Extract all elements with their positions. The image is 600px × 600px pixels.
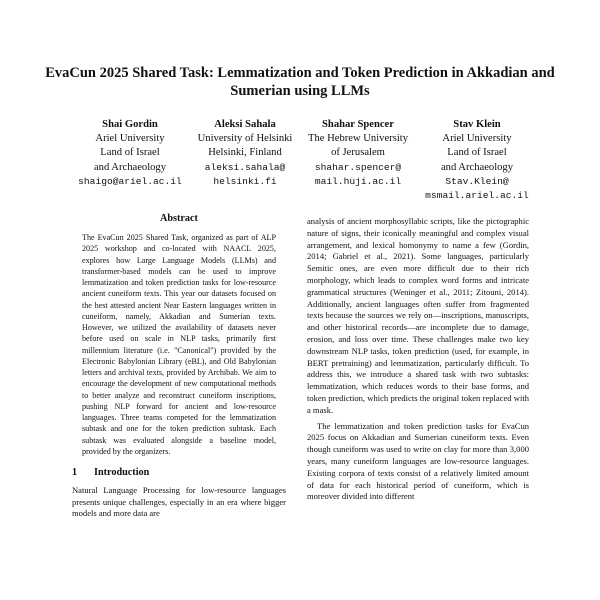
author-name: Shahar Spencer [322, 119, 394, 130]
author-affiliation: Land of Israel [447, 147, 507, 159]
body-paragraph: analysis of ancient morphosyllabic scripts, like the pictographic nature of signs, their iconically meaningful and complex visual arrangement, and lexical homonymy to name a few (Gordin, 2014; Gabriel et al., 2021). Some languages, particularly Semitic ones, are even more difficult due to their rich morphology, which leads to complex word forms and intricate grammatical structures (Weninger et al., 2011; Zitouni, 2014). Additionally, ancient languages often suffer from fragmented texts because the sources we rely on—inscriptions, manuscripts, and other historical records—are incomplete due to damage, erosion, and loss over time. These challenges make two key downstream NLP tasks, token prediction (used, for example, in BERT pretraining) and lemmatization, particularly difficult. To address this, we introduce a shared task with two subtasks: lemmatization, which reduces words to their base forms, and token prediction, which predicts the original token replaced with a mask. [307, 216, 529, 415]
author-name: Aleksi Sahala [214, 119, 276, 130]
left-column [72, 212, 286, 600]
author-affiliation: The Hebrew University [307, 133, 409, 145]
author-affiliation: Ariel University [95, 133, 165, 145]
section-heading-introduction [72, 467, 286, 479]
right-column [307, 216, 529, 600]
author-affiliation: and Archaeology [93, 161, 167, 173]
author-affiliation: Helsinki, Finland [208, 147, 282, 159]
section-title: Introduction [94, 467, 150, 478]
author-block-1 [72, 118, 188, 189]
author-affiliation: and Archaeology [440, 161, 514, 173]
author-email[interactable]: msmail.ariel.ac.il [425, 190, 529, 202]
author-email[interactable]: helsinki.fi [213, 175, 277, 187]
author-email[interactable]: shahar.spencer@ [314, 161, 402, 173]
author-name: Shai Gordin [102, 119, 158, 130]
author-email[interactable]: Stav.Klein@ [445, 175, 509, 187]
section-number: 1 [72, 467, 78, 478]
author-email[interactable]: shaigo@ariel.ac.il [78, 175, 182, 187]
author-affiliation: of Jerusalem [331, 147, 385, 159]
abstract-heading: Abstract [160, 213, 198, 224]
author-affiliation: Land of Israel [100, 147, 160, 159]
paper-title: EvaCun 2025 Shared Task: Lemmatization and Token Prediction in Akkadian and Sumerian using LLMs [45, 65, 555, 99]
author-name: Stav Klein [453, 119, 501, 130]
author-email[interactable]: mail.huji.ac.il [314, 175, 402, 187]
author-affiliation: University of Helsinki [197, 133, 293, 145]
author-block-3 [296, 118, 420, 189]
author-block-2 [183, 118, 307, 189]
author-block-4 [412, 118, 542, 203]
intro-text: Natural Language Processing for low-resource languages presents unique challenges, especially in an era where bigger models and more data are [72, 484, 286, 519]
body-paragraph: The lemmatization and token prediction tasks for EvaCun 2025 focus on Akkadian and Sumerian cuneiform texts. Even though cuneiform was used to write on clay for more than 3,000 years, many cuneiform languages are low-resource languages. Existing corpora of texts consist of a relatively limited amount of data for each historical period of cuneiform, which is moreover divided into different [307, 420, 529, 502]
author-affiliation: Ariel University [442, 133, 512, 145]
abstract-text: The EvaCun 2025 Shared Task, organized as part of ALP 2025 workshop and co-located with NAACL 2025, explores how Large Language Models (LLMs) and transformer-based models can be used to improve lemmatization and token prediction tasks for low-resource ancient cuneiform texts. This year our datasets focused on the best attested ancient Near Eastern languages written in cuneiform, namely, Akkadian and Sumerian texts. However, we utilized the availability of datasets never before used on scale in NLP tasks, primarily first millennium literature (i.e. "Canonical") provided by the Electronic Babylonian Library (eBL), and Old Babylonian letters and archival texts, provided by Archibab. We aim to encourage the development of new computational methods to better analyze and reconstruct cuneiform inscriptions, pushing NLP forward for ancient and low-resource languages. Three teams competed for the lemmatization subtask and one for the token prediction subtask. Each subtask was evaluated alongside a baseline model, provided by the organizers. [82, 233, 276, 456]
author-email[interactable]: aleksi.sahala@ [204, 161, 286, 173]
